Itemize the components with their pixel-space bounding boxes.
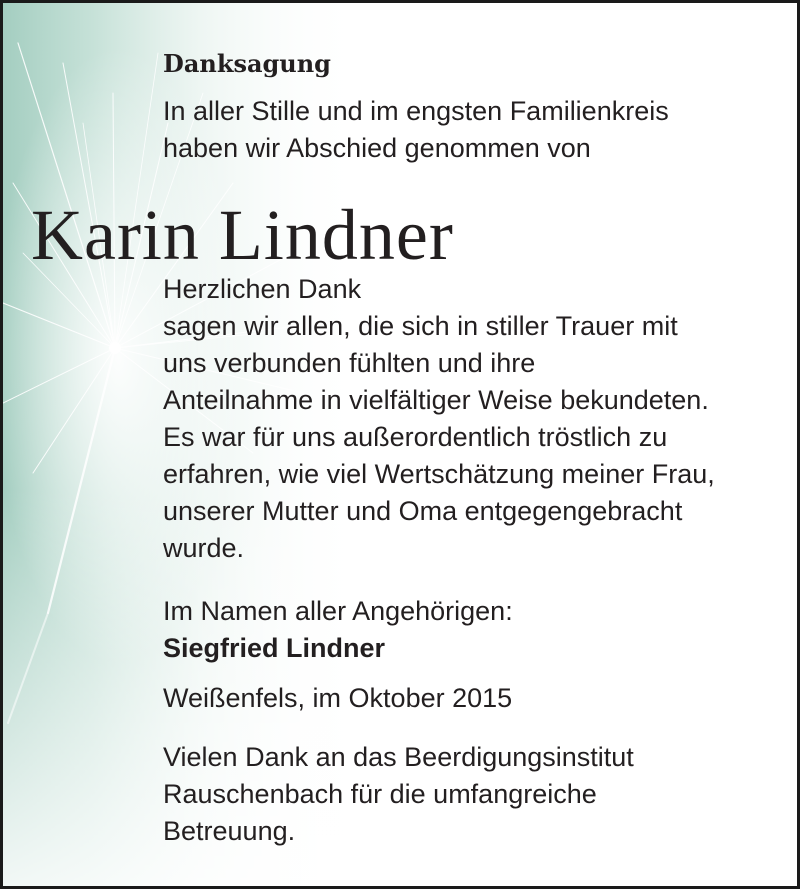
body-line: Es war für uns außerordentlich tröstlich zu bbox=[163, 422, 668, 452]
place-date: Weißenfels, im Oktober 2015 bbox=[163, 683, 513, 713]
intro-line: In aller Stille und im engsten Familienkreis bbox=[163, 96, 669, 126]
funeral-home-thanks bbox=[163, 739, 634, 850]
body-line: sagen wir allen, die sich in stiller Trauer mit bbox=[163, 311, 678, 341]
thanks-line: Rauschenbach für die umfangreiche bbox=[163, 779, 597, 809]
thanks-line: Betreuung. bbox=[163, 816, 296, 846]
intro-paragraph bbox=[163, 93, 669, 167]
body-line: Anteilnahme in vielfältiger Weise bekundeten. bbox=[163, 385, 709, 415]
deceased-name: Karin Lindner bbox=[31, 195, 454, 275]
closing-block bbox=[163, 593, 513, 667]
body-line: Herzlichen Dank bbox=[163, 274, 362, 304]
thank-you-paragraph bbox=[163, 271, 715, 567]
closing-line: Im Namen aller Angehörigen: bbox=[163, 596, 513, 626]
body-line: uns verbunden fühlten und ihre bbox=[163, 348, 536, 378]
intro-line: haben wir Abschied genommen von bbox=[163, 133, 591, 163]
signer-name: Siegfried Lindner bbox=[163, 633, 386, 663]
body-line: wurde. bbox=[163, 533, 245, 563]
thanks-line: Vielen Dank an das Beerdigungsinstitut bbox=[163, 742, 634, 772]
body-line: erfahren, wie viel Wertschätzung meiner Frau, bbox=[163, 459, 715, 489]
body-line: unserer Mutter und Oma entgegengebracht bbox=[163, 496, 683, 526]
notice-heading: Danksagung bbox=[163, 49, 331, 78]
